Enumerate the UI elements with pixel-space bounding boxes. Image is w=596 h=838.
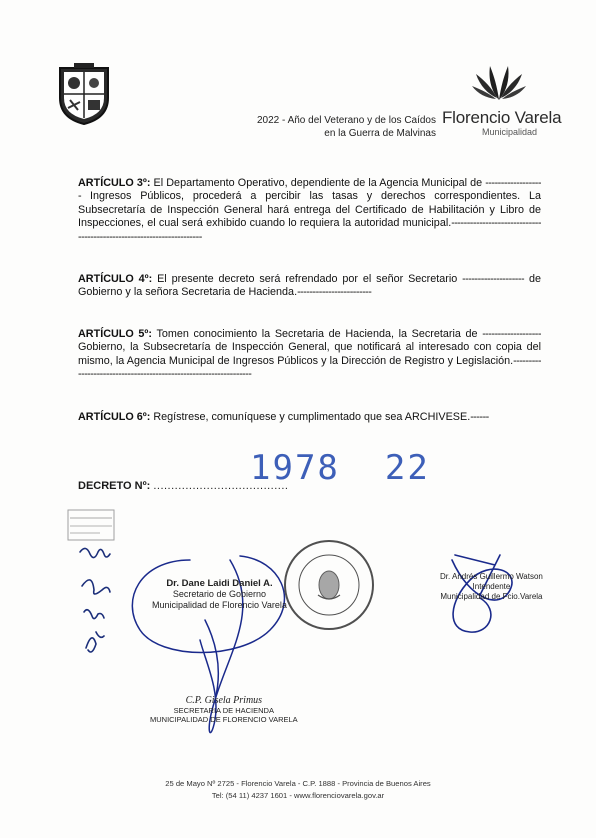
municipal-seal-icon xyxy=(285,541,373,629)
intendente-org: Municipalidad de Fcio.Varela xyxy=(440,592,543,601)
hacienda-org: MUNICIPALIDAD DE FLORENCIO VARELA xyxy=(150,715,298,724)
hacienda-role: SECRETARIA DE HACIENDA xyxy=(173,705,274,715)
article-5-text-2: Gobierno, la Subsecretaría de Inspección General, que notificará al interesado con copia del mismo, la Agencia Municipal de Ingresos Públicos y la Dirección de Registro y Legislación. xyxy=(78,341,541,367)
gobierno-role: Secretario de Gobierno xyxy=(172,589,266,599)
article-6-text-1: Regístrese, comuníquese y cumplimentado que sea ARCHIVESE. xyxy=(150,411,471,423)
article-5-text-1: Tomen conocimiento la Secretaria de Hacienda, la Secretaria de xyxy=(151,328,483,340)
article-4-text-1: El presente decreto será refrendado por el señor Secretario xyxy=(152,273,463,285)
article-4-title: ARTÍCULO 4º: xyxy=(78,273,153,285)
intendente-signature-block xyxy=(440,572,543,602)
article-3-dashes-1: ------------------- xyxy=(78,177,541,203)
decree-year: 22 xyxy=(384,448,430,488)
article-5-title: ARTÍCULO 5º: xyxy=(78,328,152,340)
decree-label: DECRETO Nº: xyxy=(78,480,151,492)
gobierno-signature-block xyxy=(152,578,287,611)
year-line-1: 2022 - Año del Veterano y de los Caídos xyxy=(256,115,436,126)
article-5-dashes-1: ------------------- xyxy=(482,328,542,340)
brand-name: Florencio Varela xyxy=(442,108,562,127)
gobierno-org: Municipalidad de Florencio Varela xyxy=(152,600,287,610)
intendente-role: Intendente xyxy=(472,582,511,591)
article-3-text-1: El Departamento Operativo, dependiente de la Agencia Municipal de xyxy=(150,177,486,189)
article-3-text-2: Ingresos Públicos, procederá a percibir las tasas y derechos correspondientes. La Subsecretaría de Inspección General hará entrega del Certificado de Habilitación y Libro de Inspecciones, el cual será exhibido cuando lo requiera la autoridad municipal. xyxy=(78,190,541,230)
handwritten-initials-icon xyxy=(80,548,110,652)
article-6-dashes-1: ------ xyxy=(470,411,489,423)
hacienda-name: C.P. Gisela Primus xyxy=(185,695,263,706)
article-3-title: ARTÍCULO 3º: xyxy=(78,177,151,189)
article-4-dashes-2: ------------------------ xyxy=(297,286,372,299)
gobierno-name: Dr. Dane Laidi Daniel A. xyxy=(166,578,273,589)
article-3-dashes-2: --------------------------------------------------------------------- xyxy=(78,217,541,243)
article-4-text-2: de Gobierno y la señora Secretaria de Hacienda. xyxy=(78,273,541,299)
decree-dots: ...................................... xyxy=(153,480,289,492)
brand-subtitle: Municipalidad xyxy=(482,127,538,137)
decree-number: 1978 xyxy=(250,448,340,488)
article-6-title: ARTÍCULO 6º: xyxy=(78,411,151,423)
footer-contact: Tel: (54 11) 4237 1601 - www.florenciovarela.gov.ar xyxy=(211,791,385,800)
footer-address: 25 de Mayo Nº 2725 - Florencio Varela - C.P. 1888 - Provincia de Buenos Aires xyxy=(165,779,431,788)
inspection-stamp-icon xyxy=(68,510,114,540)
article-4-dashes-1: -------------------- xyxy=(462,273,525,285)
hacienda-signature-block xyxy=(150,696,298,725)
year-line-2: en la Guerra de Malvinas xyxy=(324,128,436,139)
article-5-dashes-2: ----------------------------------------------------------------- xyxy=(78,354,541,381)
intendente-name: Dr. Andrés Guillermo Watson xyxy=(440,572,543,581)
